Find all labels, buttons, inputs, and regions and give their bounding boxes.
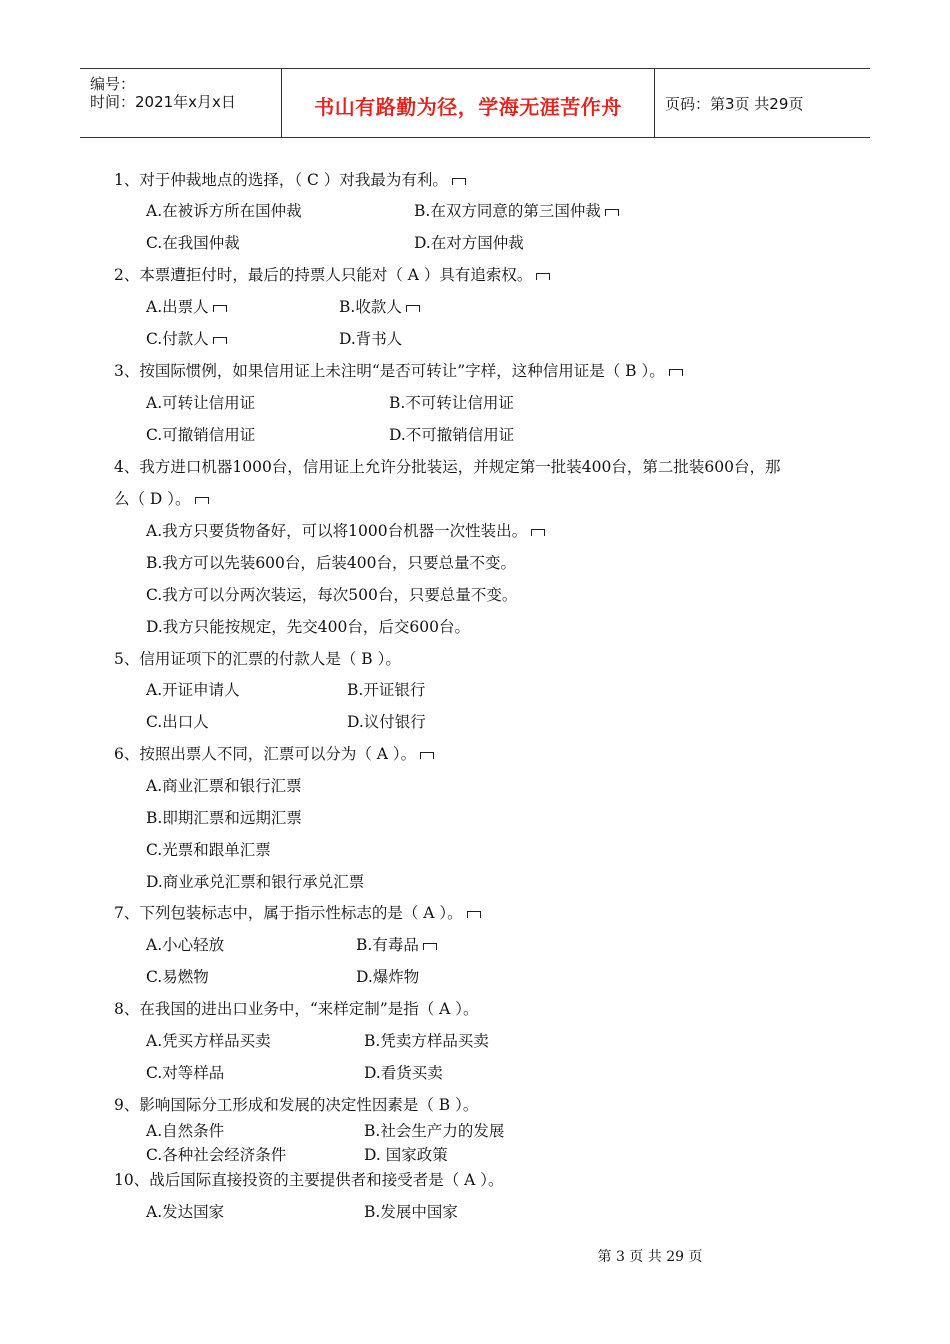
option: A.自然条件 <box>146 1122 225 1140</box>
question-text: 1、对于仲裁地点的选择，（ C ）对我最为有利。 <box>114 171 448 189</box>
option: B.开证银行 <box>347 681 426 699</box>
question-10: 10、战后国际直接投资的主要提供者和接受者是（ A ）。 <box>114 1171 504 1189</box>
question-1 <box>114 170 466 190</box>
edit-mark-icon <box>669 369 683 376</box>
question-3 <box>114 361 683 381</box>
question-text: 7、下列包装标志中，属于指示性标志的是（ A ）。 <box>114 904 463 922</box>
question-2 <box>114 265 550 285</box>
question-7 <box>114 903 481 923</box>
option: C.各种社会经济条件 <box>146 1146 287 1164</box>
header-motto-cell <box>282 69 655 137</box>
option: A.在被诉方所在国仲裁 <box>146 202 302 220</box>
option-text: C.付款人 <box>146 330 209 348</box>
edit-mark-icon <box>452 178 466 185</box>
question-5: 5、信用证项下的汇票的付款人是（ B ）。 <box>114 650 401 668</box>
option: A.商业汇票和银行汇票 <box>146 777 302 795</box>
edit-mark-icon <box>423 943 437 950</box>
option: B.不可转让信用证 <box>389 394 514 412</box>
option: B.发展中国家 <box>364 1203 458 1221</box>
edit-mark-icon <box>531 529 545 536</box>
edit-mark-icon <box>467 911 481 918</box>
edit-mark-icon <box>195 497 209 504</box>
header-page-cell <box>655 69 870 137</box>
option-text: B.收款人 <box>339 298 402 316</box>
question-text: 2、本票遭拒付时，最后的持票人只能对（ A ）具有追索权。 <box>114 266 533 284</box>
option: D.我方只能按规定，先交400台，后交600台。 <box>146 618 470 636</box>
option: C.我方可以分两次装运，每次500台，只要总量不变。 <box>146 586 518 604</box>
edit-mark-icon <box>406 305 420 312</box>
document-header <box>80 68 870 138</box>
option: D.爆炸物 <box>356 968 420 986</box>
option: D.在对方国仲裁 <box>414 234 524 252</box>
option: A.小心轻放 <box>146 936 225 954</box>
option: D.不可撤销信用证 <box>389 426 515 444</box>
option: C.易燃物 <box>146 968 209 986</box>
option-text: B.有毒品 <box>356 936 419 954</box>
question-text: 3、按国际惯例，如果信用证上未注明“是否可转让”字样，这种信用证是（ B ）。 <box>114 362 665 380</box>
option <box>146 297 227 317</box>
time-label: 时间：2021年x月x日 <box>90 93 236 111</box>
number-label: 编号： <box>90 75 136 93</box>
option-text: A.出票人 <box>146 298 209 316</box>
question-4: 4、我方进口机器1000台，信用证上允许分批装运，并规定第一批装400台，第二批装600台，那 <box>114 458 781 476</box>
option: D.商业承兑汇票和银行承兑汇票 <box>146 873 365 891</box>
option: A.发达国家 <box>146 1203 225 1221</box>
option <box>339 297 420 317</box>
option <box>356 935 437 955</box>
header-info-cell <box>80 69 282 137</box>
edit-mark-icon <box>536 273 550 280</box>
option <box>414 201 619 221</box>
motto: 书山有路勤为径，学海无涯苦作舟 <box>314 95 622 119</box>
question-text: 6、按照出票人不同，汇票可以分为（ A ）。 <box>114 745 417 763</box>
option: C.光票和跟单汇票 <box>146 841 271 859</box>
question-9: 9、影响国际分工形成和发展的决定性因素是（ B ）。 <box>114 1096 479 1114</box>
option: C.对等样品 <box>146 1064 225 1082</box>
option: C.出口人 <box>146 713 209 731</box>
option-text: B.在双方同意的第三国仲裁 <box>414 202 601 220</box>
edit-mark-icon <box>605 209 619 216</box>
option: C.可撤销信用证 <box>146 426 256 444</box>
page-footer <box>0 1246 950 1266</box>
page-label: 页码：第3页 共29页 <box>665 95 804 113</box>
question-8: 8、在我国的进出口业务中，“来样定制”是指（ A ）。 <box>114 1000 479 1018</box>
edit-mark-icon <box>213 305 227 312</box>
option: C.在我国仲裁 <box>146 234 240 252</box>
option: D.背书人 <box>339 330 403 348</box>
option <box>146 521 545 541</box>
option: A.开证申请人 <box>146 681 240 699</box>
option: D.议付银行 <box>347 713 426 731</box>
option: B.凭卖方样品买卖 <box>364 1032 489 1050</box>
question-4-continued <box>114 489 209 509</box>
footer-page-number: 第 3 页 共 29 页 <box>597 1249 703 1265</box>
option <box>146 329 227 349</box>
edit-mark-icon <box>213 337 227 344</box>
option: A.凭买方样品买卖 <box>146 1032 271 1050</box>
option: D.看货买卖 <box>364 1064 443 1082</box>
edit-mark-icon <box>420 752 434 759</box>
question-6 <box>114 744 434 764</box>
question-text: 么（ D ）。 <box>114 490 191 508</box>
option: A.可转让信用证 <box>146 394 256 412</box>
option: B.我方可以先装600台，后装400台，只要总量不变。 <box>146 554 516 572</box>
option-text: A.我方只要货物备好，可以将1000台机器一次性装出。 <box>146 522 528 540</box>
option: D. 国家政策 <box>364 1146 448 1164</box>
option: B.即期汇票和远期汇票 <box>146 809 302 827</box>
option: B.社会生产力的发展 <box>364 1122 505 1140</box>
